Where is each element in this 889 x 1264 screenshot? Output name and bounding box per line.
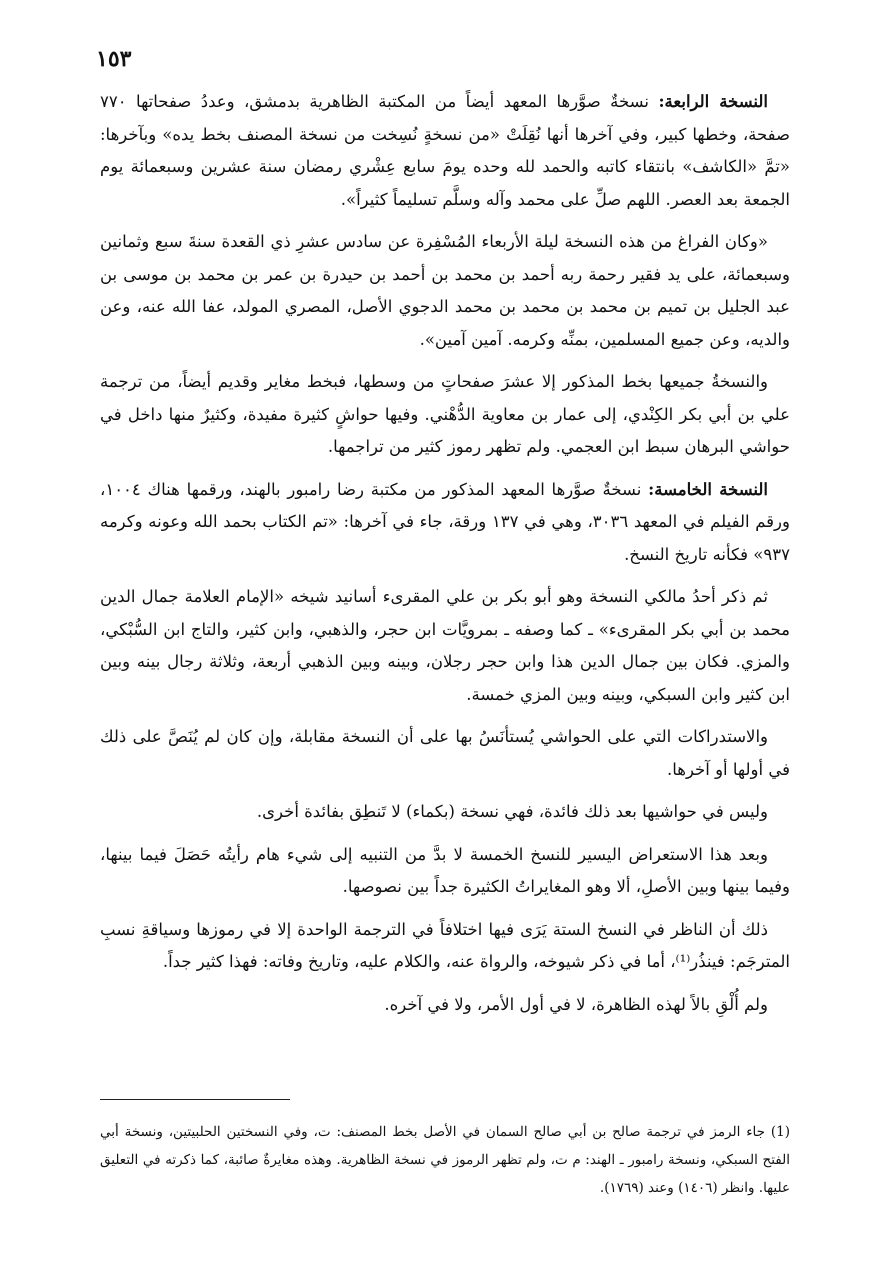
paragraph-lead: النسخة الخامسة: [648, 479, 769, 499]
page-number: ١٥٣ [96, 46, 132, 72]
paragraph [100, 914, 790, 979]
paragraph-text: «وكان الفراغ من هذه النسخة ليلة الأربعاء المُسْفِرة عن سادس عشرِ ذي القعدة سنةَ سبع وثمانين وسبعمائة، على يد فقير رحمة ربه أحمد بن محمد بن أحمد بن حيدرة بن عمر بن محمد بن موسى بن عبد الجليل بن تميم بن محمد بن محمد بن محمد الدجوي الأصل، المصري المولد، عفا الله عنه، وعن والديه، وعن جميع المسلمين، بمنِّه وكرمه. آمين آمين». [100, 232, 790, 349]
paragraph [100, 839, 790, 904]
paragraph-text: ذلك أن الناظر في النسخ الستة يَرَى فيها اختلافاً في الترجمة الواحدة إلا في رموزها وسياقةِ نسبِ المترجَم: فينذُر⁽¹⁾، أما في ذكر شيوخه، والرواة عنه، والكلام عليه، وتاريخ وفاته: فهذا كثير جداً. [100, 919, 790, 971]
paragraph [100, 474, 790, 572]
paragraph [100, 581, 790, 711]
paragraph-text: ثم ذكر أحدُ مالكي النسخة وهو أبو بكر بن علي المقرىء أسانيد شيخه «الإمام العلامة جمال الدين محمد بن أبي بكر المقرىء» ـ كما وصفه ـ بمرويَّات ابن حجر، والذهبي، وابن كثير، والتاج ابن السُّبْكي، والمزي. فكان بين جمال الدين هذا وابن حجر رجلان، وبينه وبين الذهبي أربعة، وثلاثة رجال بينه وبين ابن كثير وابن السبكي، وبينه وبين المزي خمسة. [100, 587, 790, 704]
paragraph-text: نسخةٌ صوَّرها المعهد أيضاً من المكتبة الظاهرية بدمشق، وعددُ صفحاتها ٧٧٠ صفحة، وخطها كبير، وفي آخرها أنها نُقِلَتْ «من نسخةٍ نُسِخت من نسخة المصنف بخط يده» وبآخرها: «تمَّ «الكاشف» بانتقاء كاتبه والحمد لله وحده يومَ سابع عِشْري رمضان سنة عشرين وسبعمائة يوم الجمعة بعد العصر. اللهم صلِّ على محمد وآله وسلَّم تسليماً كثيراً». [100, 92, 790, 209]
paragraph-lead: النسخة الرابعة: [658, 92, 769, 111]
paragraph-text: والاستدراكات التي على الحواشي يُستأنَسُ بها على أن النسخة مقابلة، وإن كان لم يُنَصَّ على ذلك في أولها أو آخرها. [100, 727, 790, 779]
paragraph [100, 721, 790, 786]
paragraph [100, 86, 790, 216]
paragraph-text: وليس في حواشيها بعد ذلك فائدة، فهي نسخة (بكماء) لا تَنطِق بفائدة أخرى. [256, 802, 768, 821]
paragraph-text: نسخةٌ صوَّرها المعهد المذكور من مكتبة رضا رامبور بالهند، ورقمها هناك ١٠٠٤، ورقم الفيلم في المعهد ٣٠٣٦، وهي في ١٣٧ ورقة، جاء في آخرها: «تم الكتاب بحمد الله وعونه وكرمه ٩٣٧» فكأنه تاريخ النسخ. [100, 479, 790, 564]
paragraph [100, 989, 790, 1022]
paragraph-text: وبعد هذا الاستعراض اليسير للنسخ الخمسة لا بدَّ من التنبيه إلى شيء هام رأيتُه حَصَلَ فيما بينها، وفيما بينها وبين الأصلِ، ألا وهو المغايراتُ الكثيرة جداً بين نصوصها. [100, 844, 790, 896]
footnotes [100, 1118, 790, 1202]
paragraph [100, 226, 790, 356]
paragraph [100, 796, 790, 829]
paragraph-text: ولم أُلْقِ بالاً لهذه الظاهرة، لا في أول الأمر، ولا في آخره. [384, 994, 768, 1014]
paragraph-text: والنسخةُ جميعها بخط المذكور إلا عشرَ صفحاتٍ من وسطها، فبخط مغاير وقديم أيضاً، من ترجمة علي بن أبي بكر الكِنْدي، إلى عمار بن معاوية الدُّهْني. وفيها حواشٍ كثيرة مفيدة، وكثيرٌ منها داخل في حواشي البرهان سبط ابن العجمي. ولم تظهر رموز كثير من تراجمها. [100, 372, 790, 456]
body-text [100, 86, 790, 1031]
footnote: (1) جاء الرمز في ترجمة صالح بن أبي صالح السمان في الأصل بخط المصنف: ت، وفي النسختين الحلبيتين، ونسخة أبي الفتح السبكي، ونسخة رامبور ـ الهند: م ت، ولم تظهر الرموز في نسخة الظاهرية. وهذه مغايرةٌ صائبة، كما ذكرته في التعليق عليها. وانظر (١٤٠٦) وعند (١٧٦٩). [100, 1124, 790, 1196]
footnote-divider [100, 1099, 290, 1100]
paragraph [100, 366, 790, 464]
